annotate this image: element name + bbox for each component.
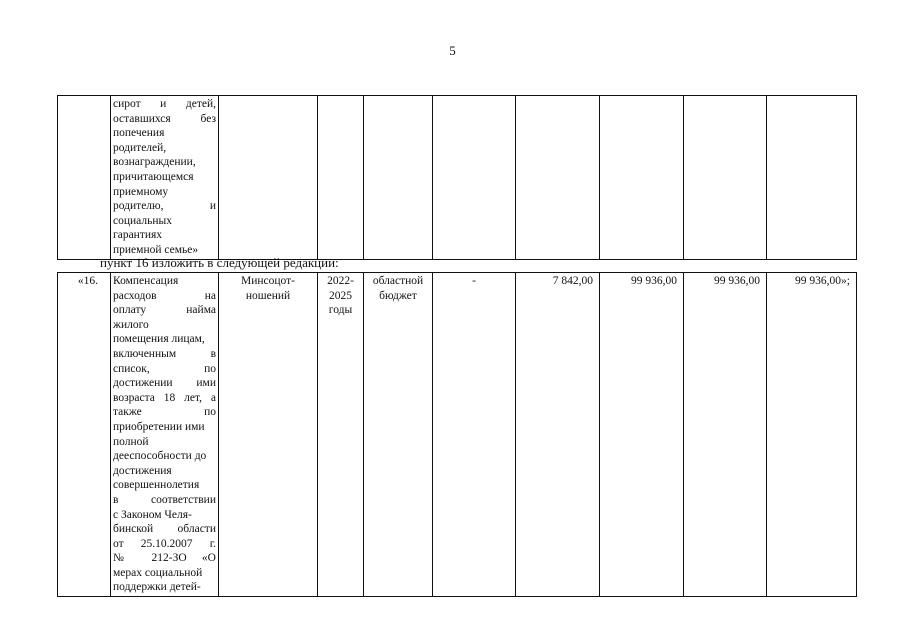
- cell-executor: Минсоцот- ношений: [219, 273, 318, 597]
- cell-year-4: [767, 96, 857, 260]
- section-heading: пункт 16 изложить в следующей редакции:: [100, 255, 339, 270]
- cell-executor: [219, 96, 318, 260]
- cell-number: [58, 96, 111, 260]
- cell-description: Компенсация расходов на оплату найма жилого помещения лицам, включенным в список, по достижении ими возраста 18 лет, а также по приобретении ими полной дееспособности до достижения совершеннолетия в соответствии с Законом Челя- бинской области от 25.10.2007 г. № 212-ЗО «О мерах социальной поддержки детей-: [111, 273, 219, 597]
- cell-period: 2022- 2025 годы: [318, 273, 364, 597]
- cell-year-3: [684, 96, 767, 260]
- cell-year-4: 99 936,00»;: [767, 273, 857, 597]
- cell-year-1: 7 842,00: [516, 273, 600, 597]
- table-row: [58, 96, 857, 260]
- cell-source: областной бюджет: [364, 273, 433, 597]
- cell-year-1: [516, 96, 600, 260]
- table-row: [58, 273, 857, 597]
- table-continuation: [57, 95, 857, 260]
- cell-year-2: [600, 96, 684, 260]
- cell-year-3: 99 936,00: [684, 273, 767, 597]
- cell-period: [318, 96, 364, 260]
- cell-number: «16.: [58, 273, 111, 597]
- table-item-16: [57, 272, 857, 597]
- cell-source: [364, 96, 433, 260]
- cell-total: -: [433, 273, 516, 597]
- page-number: 5: [449, 43, 456, 58]
- cell-total: [433, 96, 516, 260]
- cell-year-2: 99 936,00: [600, 273, 684, 597]
- cell-description: сирот и детей, оставшихся без попечения родителей, вознаграждении, причитающемся приемному родителю, и социальных гарантиях приемной семье»: [111, 96, 219, 260]
